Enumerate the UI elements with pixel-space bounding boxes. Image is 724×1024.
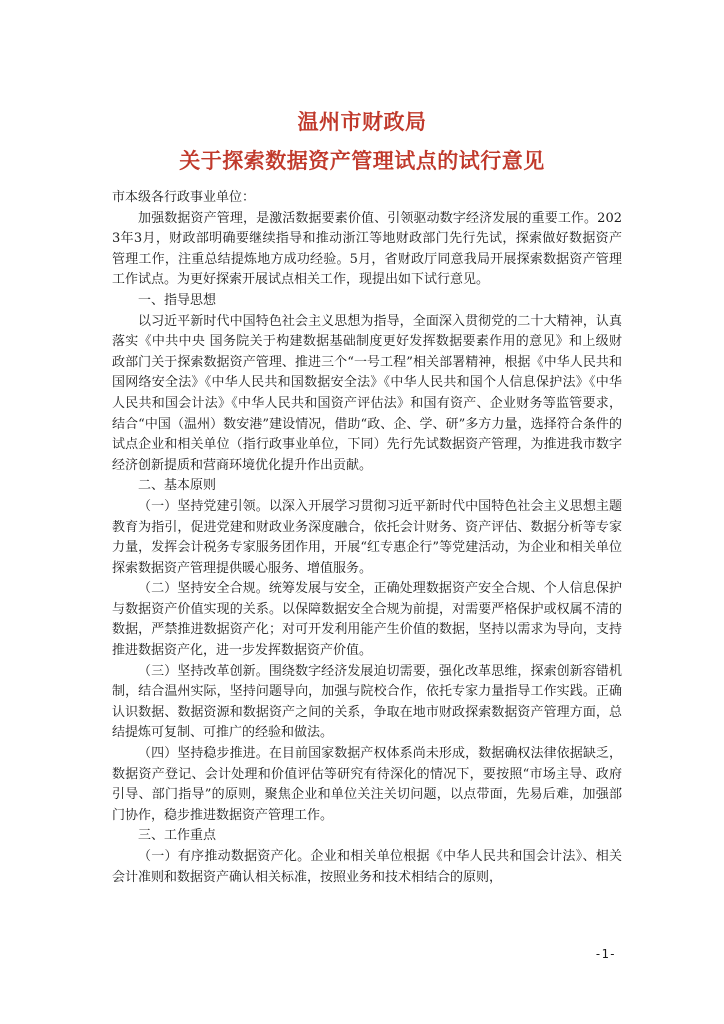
paragraph-principle-steady-progress: （四）坚持稳步推进。在目前国家数据产权体系尚未形成，数据确权法律依据缺乏，数据资产登记、会计处理和价值评估等研究有待深化的情况下，要按照“市场主导、政府引导、部门指导”的原则，聚焦企业和单位关注关切问题，以点带面，先易后难，加强部门协作，稳步推进数据资产管理工作。	[112, 746, 622, 823]
page-number: -1-	[594, 947, 616, 961]
paragraph-principle-reform: （三）坚持改革创新。围绕数字经济发展迫切需要，强化改革思维，探索创新容错机制，结合温州实际，坚持问题导向，加强与院校合作，依托专家力量指导工作实践。正确认识数据、数据资源和数据资产之间的关系，争取在地市财政探索数据资产管理方面，总结提炼可复制、可推广的经验和做法。	[112, 663, 622, 741]
paragraph-work-focus-assetization: （一）有序推动数据资产化。企业和相关单位根据《中华人民共和国会计法》、相关会计准则和数据资产确认相关标准，按照业务和技术相结合的原则，	[112, 849, 622, 885]
section-heading-work-focus: 三、工作重点	[138, 828, 217, 844]
document-title-subject: 关于探索数据资产管理试点的试行意见	[179, 149, 545, 173]
document-title-issuer: 温州市财政局	[297, 110, 427, 134]
paragraph-principle-security: （二）坚持安全合规。统筹发展与安全，正确处理数据资产安全合规、个人信息保护与数据资产价值实现的关系。以保障数据安全合规为前提，对需要严格保护或权属不清的数据，严禁推进数据资产化；对可开发利用能产生价值的数据，坚持以需求为导向，支持推进数据资产化，进一步发挥数据资产价值。	[112, 581, 622, 659]
paragraph-intro: 加强数据资产管理，是激活数据要素价值、引领驱动数字经济发展的重要工作。2023年3月，财政部明确要继续指导和推动浙江等地财政部门先行先试，探索做好数据资产管理工作，注重总结提炼地方成功经验。5月，省财政厅同意我局开展探索数据资产管理工作试点。为更好探索开展试点相关工作，现提出如下试行意见。	[112, 210, 622, 288]
salutation: 市本级各行政事业单位：	[112, 190, 256, 205]
paragraph-principle-party-building: （一）坚持党建引领。以深入开展学习贯彻习近平新时代中国特色社会主义思想主题教育为指引，促进党建和财政业务深度融合，依托会计财务、资产评估、数据分析等专家力量，发挥会计税务专家服务团作用，开展“红专惠企行”等党建活动，为企业和相关单位探索数据资产管理提供暖心服务、增值服务。	[112, 498, 622, 576]
section-heading-guiding-thought: 一、指导思想	[138, 292, 217, 308]
document-body	[112, 188, 622, 888]
section-heading-basic-principles: 二、基本原则	[138, 478, 217, 494]
paragraph-guiding-thought: 以习近平新时代中国特色社会主义思想为指导，全面深入贯彻党的二十大精神，认真落实《中共中央 国务院关于构建数据基础制度更好发挥数据要素作用的意见》和上级财政部门关于探索数据资产管理、推进三个“一号工程”相关部署精神，根据《中华人民共和国网络安全法》《中华人民共和国数据安全法》《中华人民共和国个人信息保护法》《中华人民共和国会计法》《中华人民共和国资产评估法》和国有资产、企业财务等监管要求，结合“中国（温州）数安港”建设情况，借助“政、企、学、研”多方力量，选择符合条件的试点企业和相关单位（指行政事业单位，下同）先行先试数据资产管理，为推进我市数字经济创新提质和营商环境优化提升作出贡献。	[112, 313, 622, 473]
